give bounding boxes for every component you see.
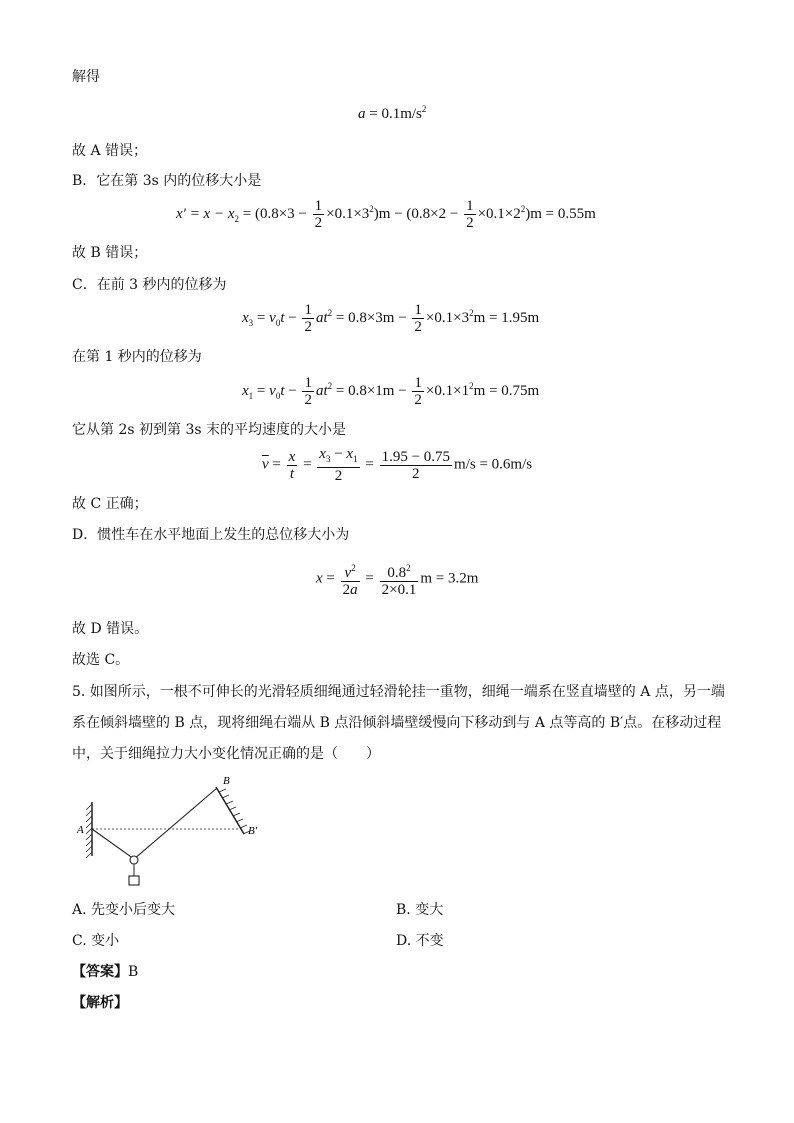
label-b: B: [223, 775, 230, 787]
text-d-intro: D．惯性车在水平地面上发生的总位移大小为: [72, 527, 350, 543]
text-jiede: 解得: [72, 69, 100, 85]
option-b[interactable]: B. 变大: [396, 902, 444, 918]
answer-line: [72, 963, 138, 981]
pulley: [130, 856, 138, 864]
equation-c-first-second: $x_1 = v_0t$ − $\frac{1}{2}$ $at^2 = 0.8\times 1m$ − $\frac{1}{2}$ $\times 0.1\times 1^2m = 0.75m$: [242, 375, 540, 408]
option-a[interactable]: A. 先变小后变大: [72, 902, 176, 918]
text-choose: 故选 C。: [72, 652, 130, 668]
equation-c-three-seconds: $x_3 = v_0t$ − $\frac{1}{2}$ $at^2 = 0.8\times 3m$ − $\frac{1}{2}$ $\times 0.1\times 3^2m = 1.95m$: [242, 302, 540, 335]
equation-b-displacement: $x' = x - x_2 = (0.8\times 3$ − $\frac{1}{2}$ $\times 0.1\times 3^2)m - (0.8\times 2$ − $\frac{1}{2}$ $\times 0.1\times 2^2)m = 0.55m$: [176, 198, 596, 231]
analysis-label: 【解析】: [72, 995, 128, 1011]
label-a: A: [77, 824, 84, 836]
text-a-wrong: 故 A 错误；: [72, 143, 148, 159]
inclined-wall-hatching: [219, 789, 250, 834]
question-line-3: 中，关于细绳拉力大小变化情况正确的是（ ）: [72, 746, 380, 762]
question-line-2: 系在倾斜墙壁的 B 点，现将细绳右端从 B 点沿倾斜墙壁缓慢向下移动到与 A 点等高的 B′点。在移动过程: [72, 715, 722, 731]
text-c-right: 故 C 正确；: [72, 496, 148, 512]
vertical-wall-hatching: [86, 804, 92, 858]
answer-label: 【答案】: [72, 964, 128, 980]
text-c-intro: C．在前 3 秒内的位移为: [72, 277, 227, 293]
question-line-1: 5. 如图所示，一根不可伸长的光滑轻质细绳通过轻滑轮挂一重物，细绳一端系在竖直墙壁的 A 点，另一端: [72, 684, 725, 700]
option-d[interactable]: D. 不变: [396, 933, 444, 949]
rope: [92, 788, 217, 859]
label-b-prime: B′: [248, 825, 258, 837]
text-c-avg: 它从第 2s 初到第 3s 末的平均速度的大小是: [72, 422, 346, 438]
weight-block: [129, 876, 139, 885]
pulley-diagram: [72, 772, 272, 890]
text-c-first: 在第 1 秒内的位移为: [72, 349, 202, 365]
text-b-wrong: 故 B 错误；: [72, 245, 148, 261]
equation-d-total-displacement: x = $\frac{v^2}{2a}$ = $\frac{0.8^2}{2\times 0.1}$ m = 3.2m: [316, 560, 478, 598]
text-b-intro: B．它在第 3s 内的位移大小是: [72, 173, 262, 189]
equation-c-average-velocity: $\overline{v}$ = $\frac{x}{t}$ = $\frac{x_3 - x_1}{2}$ = $\frac{1.95 - 0.75}{2}$ m/s = 0.6m/s: [262, 446, 533, 484]
equation-a-result: $a = 0.1m/s^2$: [358, 104, 427, 122]
text-d-wrong: 故 D 错误。: [72, 621, 149, 637]
option-c[interactable]: C. 变小: [72, 933, 120, 949]
inclined-wall: [216, 787, 244, 834]
answer-value: B: [128, 964, 139, 980]
